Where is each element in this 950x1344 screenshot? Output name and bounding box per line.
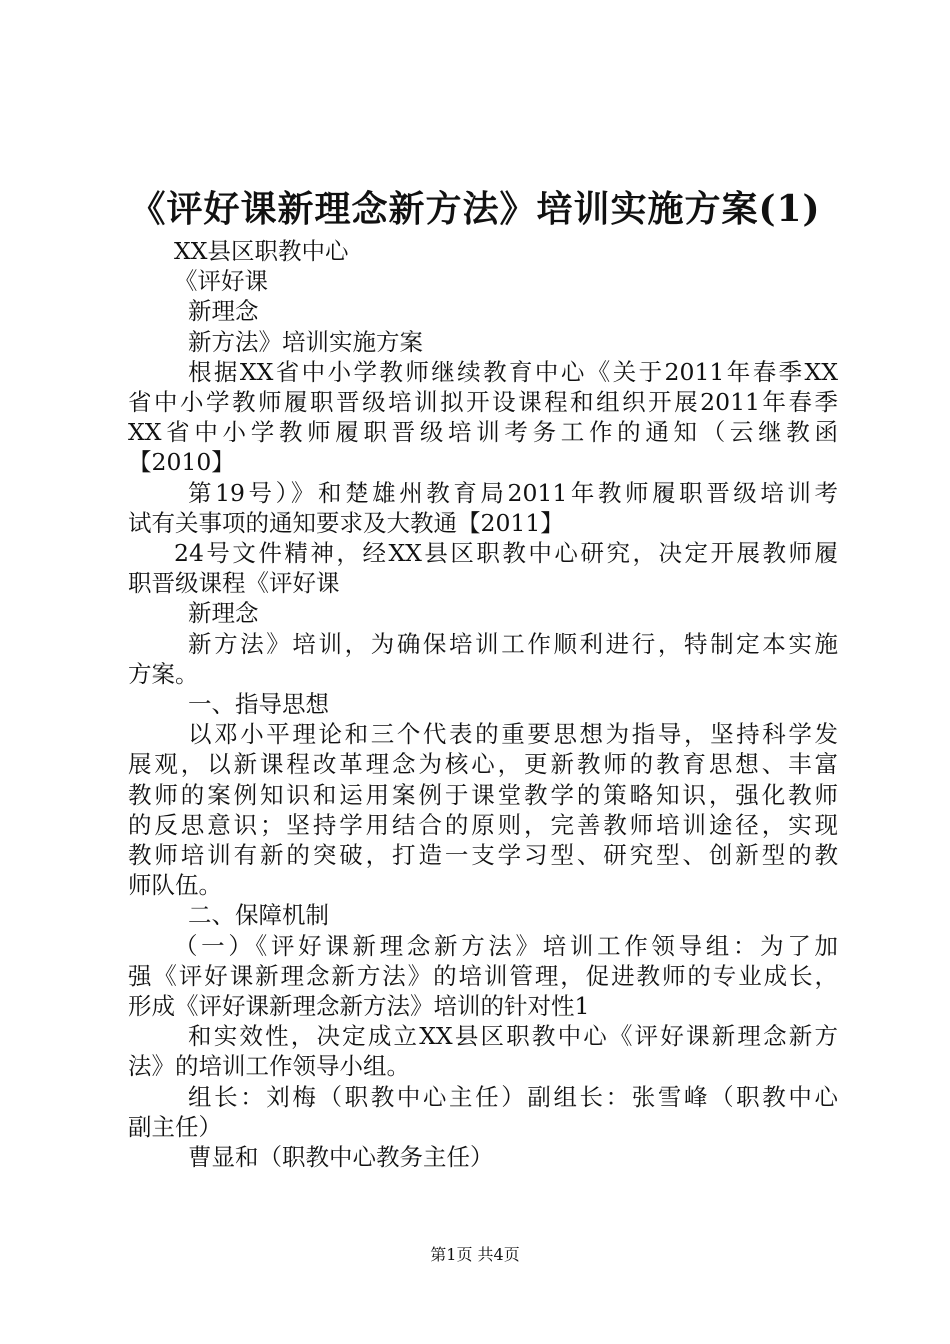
- body-line: 试有关事项的通知要求及大教通【2011】: [128, 508, 564, 537]
- body-line: 以邓小平理论和三个代表的重要思想为指导，坚持科学发: [188, 720, 838, 749]
- body-line: 教师的案例知识和运用案例于课堂教学的策略知识，强化教师: [128, 780, 838, 809]
- body-line: 形成《评好课新理念新方法》培训的针对性1: [128, 992, 590, 1021]
- body-line: 《评好课: [174, 267, 268, 296]
- body-line: 新理念: [188, 599, 259, 628]
- body-line: 和实效性，决定成立XX县区职教中心《评好课新理念新方: [188, 1022, 838, 1051]
- body-line: 一、指导思想: [188, 690, 329, 719]
- body-line: 展观，以新课程改革理念为核心，更新教师的教育思想、丰富: [128, 750, 838, 779]
- body-line: （一）《评好课新理念新方法》培训工作领导组：为了加: [174, 931, 838, 960]
- body-line: 新方法》培训，为确保培训工作顺利进行，特制定本实施: [188, 629, 838, 658]
- body-line: 第19号）》和楚雄州教育局2011年教师履职晋级培训考: [188, 478, 838, 507]
- body-line: 24号文件精神，经XX县区职教中心研究，决定开展教师履: [174, 539, 838, 568]
- body-line: 副主任）: [128, 1112, 222, 1141]
- body-line: 二、保障机制: [188, 901, 329, 930]
- body-line: 的反思意识；坚持学用结合的原则，完善教师培训途径，实现: [128, 810, 838, 839]
- body-line: 根据XX省中小学教师继续教育中心《关于2011年春季XX: [188, 357, 838, 386]
- body-line: XX县区职教中心: [174, 237, 349, 265]
- body-line: XX省中小学教师履职晋级培训考务工作的通知（云继教函: [128, 418, 838, 447]
- page-footer: 第1页 共4页: [430, 1245, 520, 1264]
- body-line: 新方法》培训实施方案: [188, 327, 423, 356]
- body-line: 【2010】: [128, 448, 235, 477]
- body-line: 曹显和（职教中心教务主任）: [188, 1143, 494, 1172]
- body-line: 师队伍。: [128, 871, 222, 900]
- document-body: [128, 236, 838, 1172]
- body-line: 法》的培训工作领导小组。: [128, 1052, 410, 1081]
- body-line: 强《评好课新理念新方法》的培训管理，促进教师的专业成长，: [128, 961, 838, 990]
- body-line: 新理念: [188, 297, 259, 326]
- body-line: 省中小学教师履职晋级培训拟开设课程和组织开展2011年春季: [128, 388, 838, 417]
- body-line: 方案。: [128, 659, 199, 688]
- body-line: 教师培训有新的突破，打造一支学习型、研究型、创新型的教: [128, 841, 838, 870]
- body-line: 组长：刘梅（职教中心主任）副组长：张雪峰（职教中心: [188, 1082, 838, 1111]
- document-title: 《评好课新理念新方法》培训实施方案(1): [129, 188, 821, 230]
- body-line: 职晋级课程《评好课: [128, 569, 340, 598]
